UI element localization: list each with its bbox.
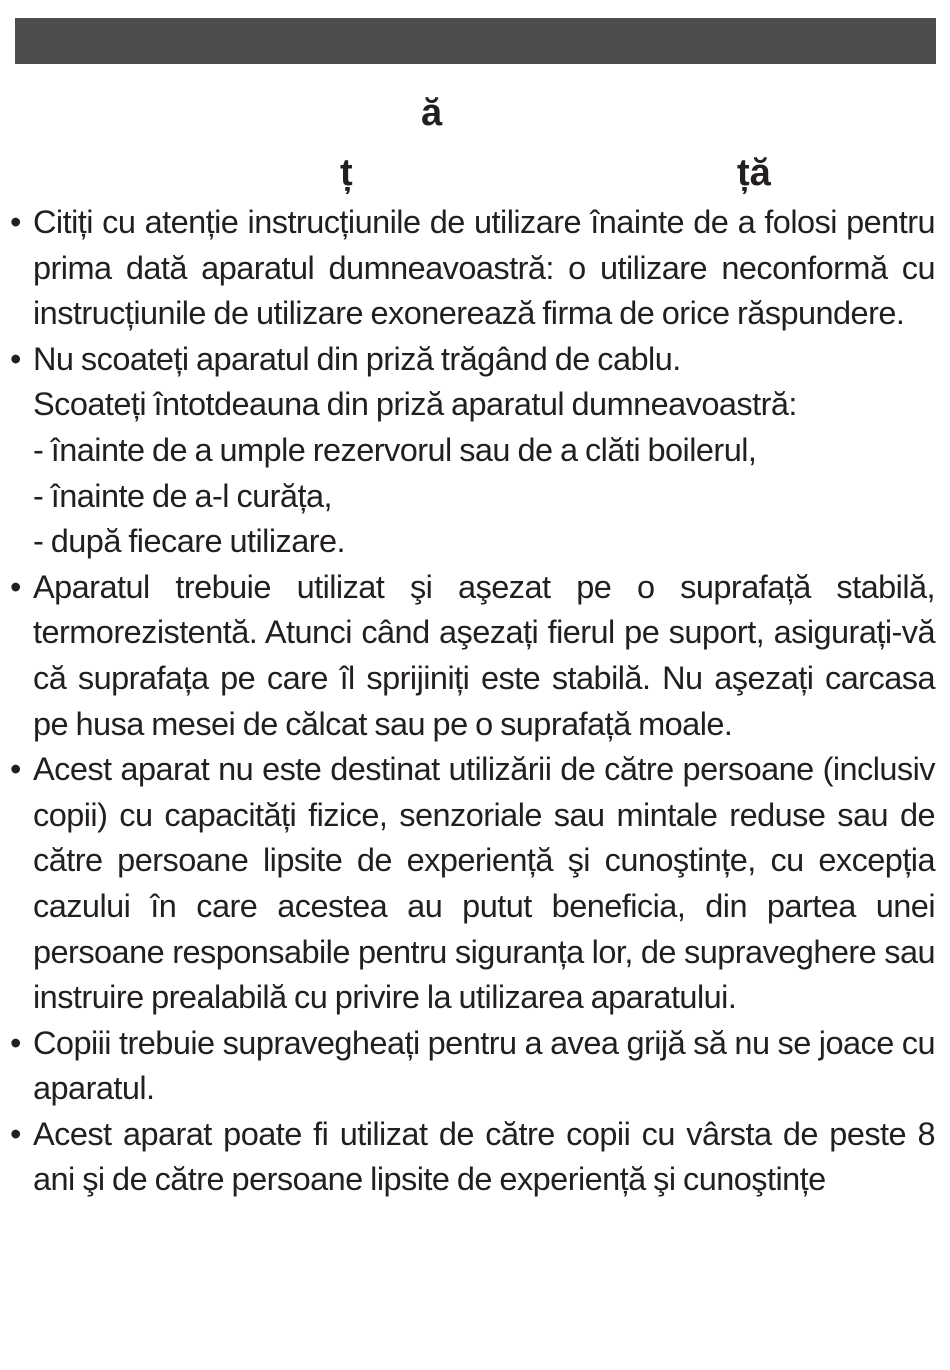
heading-glyph-3: ță [737, 152, 771, 194]
bullet-marker: • [10, 204, 21, 240]
bullet-text: Aparatul trebuie utilizat şi aşezat pe o suprafață stabilă, termorezistentă. Atunci când aşezați fierul pe suport, asigurați-vă că suprafața pe care îl sprijiniți este stabilă. Nu aşezați carcasa pe husa mesei de călcat sau pe o suprafață moale. [33, 568, 935, 742]
bullet-item [10, 200, 935, 337]
bullet-marker: • [10, 340, 21, 377]
bullet-line: - după fiecare utilizare. [33, 523, 346, 560]
bullet-text: Citiți cu atenție instrucțiunile de utilizare înainte de a folosi pentru prima dată aparatul dumneavoastră: o utilizare neconformă cu instrucțiunile de utilizare exonerează firma de orice răspundere. [33, 204, 935, 332]
header-bar [15, 18, 936, 64]
bullet-item [10, 747, 935, 1021]
heading-glyph-1: ă [421, 92, 443, 134]
bullet-marker: • [10, 751, 21, 788]
bullet-item [10, 337, 935, 565]
bullet-line: Scoateți întotdeauna din priză aparatul dumneavoastră: [33, 386, 797, 423]
bullet-text: Acest aparat poate fi utilizat de către copii cu vârsta de peste 8 ani şi de către persoane lipsite de experiență şi cunoştințe [33, 1115, 935, 1198]
bullet-marker: • [10, 1115, 21, 1152]
bullet-marker: • [10, 1024, 21, 1061]
bullet-item [10, 1021, 935, 1112]
bullet-line: - înainte de a umple rezervorul sau de a clăti boilerul, [33, 431, 757, 468]
safety-instructions [10, 200, 935, 1203]
bullet-text: Acest aparat nu este destinat utilizării de către persoane (inclusiv copii) cu capacități fizice, senzoriale sau mintale reduse sau de către persoane lipsite de experiență şi cunoştințe, cu excepția cazului în care acestea au putut beneficia, din partea unei persoane responsabile pentru siguranța lor, de supraveghere sau instruire prealabilă cu privire la utilizarea aparatului. [33, 751, 935, 1016]
bullet-marker: • [10, 568, 21, 605]
bullet-item [10, 1112, 935, 1203]
heading-glyph-2: ț [340, 152, 353, 194]
bullet-line: - înainte de a-l curăța, [33, 477, 332, 514]
bullet-item [10, 565, 935, 747]
bullet-text: Copiii trebuie supravegheați pentru a avea grijă să nu se joace cu aparatul. [33, 1024, 935, 1107]
bullet-line: Nu scoateți aparatul din priză trăgând de cablu. [33, 340, 681, 377]
